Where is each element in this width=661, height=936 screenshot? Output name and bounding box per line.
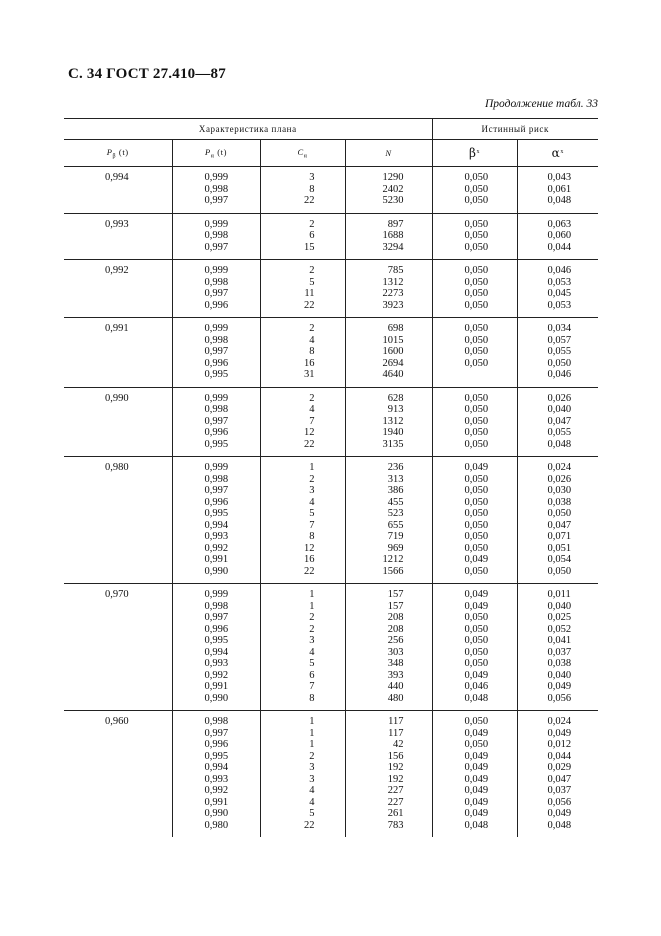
cell-beta-risk: 0,050 0,050 0,050: [432, 213, 517, 260]
cell-p-beta: 0,992: [64, 260, 172, 318]
cell-alpha-risk: 0,043 0,061 0,048: [517, 167, 598, 214]
cell-beta-risk: 0,050 0,050 0,050 0,050: [432, 318, 517, 388]
cell-alpha-risk: 0,011 0,040 0,025 0,052 0,041 0,037 0,038 0,040 0,049 0,056: [517, 584, 598, 711]
cell-p-beta: 0,980: [64, 457, 172, 584]
cell-p-alpha: 0,999 0,998 0,997: [172, 167, 260, 214]
cell-c-alpha: 3 8 22: [260, 167, 345, 214]
table-group-0993: [64, 213, 598, 260]
col-header-p-alpha: $P_\alpha$ (t): [172, 140, 260, 167]
cell-p-beta: 0,970: [64, 584, 172, 711]
cell-beta-risk: 0,050 0,050 0,050: [432, 167, 517, 214]
cell-n: 236 313 386 455 523 655 719 969 1212 1566: [345, 457, 432, 584]
cell-alpha-risk: 0,034 0,057 0,055 0,050 0,046: [517, 318, 598, 388]
cell-p-alpha: 0,999 0,998 0,997 0,996 0,995: [172, 318, 260, 388]
cell-n: 628 913 1312 1940 3135: [345, 387, 432, 457]
cell-c-alpha: 1 1 2 2 3 4 5 6 7 8: [260, 584, 345, 711]
col-header-c-alpha: $C_\alpha$: [260, 140, 345, 167]
cell-alpha-risk: 0,046 0,053 0,045 0,053: [517, 260, 598, 318]
cell-alpha-risk: 0,063 0,060 0,044: [517, 213, 598, 260]
col-header-alpha-risk: $\alpha^x$: [517, 140, 598, 167]
table-group-0994: [64, 167, 598, 214]
table-group-0980: [64, 457, 598, 584]
page-title: С. 34 ГОСТ 27.410—87: [68, 66, 226, 82]
table-continuation-label: Продолжение табл. 33: [485, 98, 598, 110]
table-group-0991: [64, 318, 598, 388]
cell-p-beta: 0,991: [64, 318, 172, 388]
cell-c-alpha: 1 2 3 4 5 7 8 12 16 22: [260, 457, 345, 584]
table-group-0960: [64, 711, 598, 838]
cell-c-alpha: 2 4 8 16 31: [260, 318, 345, 388]
cell-p-beta: 0,960: [64, 711, 172, 838]
cell-p-alpha: 0,999 0,998 0,997: [172, 213, 260, 260]
cell-c-alpha: 1 1 1 2 3 3 4 4 5 22: [260, 711, 345, 838]
cell-n: 785 1312 2273 3923: [345, 260, 432, 318]
cell-p-alpha: 0,999 0,998 0,997 0,996: [172, 260, 260, 318]
cell-p-alpha: 0,999 0,998 0,997 0,996 0,995: [172, 387, 260, 457]
cell-c-alpha: 2 4 7 12 22: [260, 387, 345, 457]
table-group-0990: [64, 387, 598, 457]
cell-c-alpha: 2 5 11 22: [260, 260, 345, 318]
cell-n: 897 1688 3294: [345, 213, 432, 260]
col-header-p-beta: $P_\beta$ (t): [64, 140, 172, 167]
cell-beta-risk: 0,050 0,050 0,050 0,050 0,050: [432, 387, 517, 457]
cell-n: 157 157 208 208 256 303 348 393 440 480: [345, 584, 432, 711]
cell-p-alpha: 0,999 0,998 0,997 0,996 0,995 0,994 0,993 0,992 0,991 0,990: [172, 584, 260, 711]
table-group-0970: [64, 584, 598, 711]
header-true-risk: Истинный риск: [432, 119, 598, 140]
cell-p-alpha: 0,998 0,997 0,996 0,995 0,994 0,993 0,992 0,991 0,990 0,980: [172, 711, 260, 838]
cell-p-beta: 0,994: [64, 167, 172, 214]
table-group-0992: [64, 260, 598, 318]
cell-beta-risk: 0,049 0,049 0,050 0,050 0,050 0,050 0,050 0,049 0,046 0,048: [432, 584, 517, 711]
cell-beta-risk: 0,049 0,050 0,050 0,050 0,050 0,050 0,050 0,050 0,049 0,050: [432, 457, 517, 584]
cell-alpha-risk: 0,024 0,049 0,012 0,044 0,029 0,047 0,037 0,056 0,049 0,048: [547, 716, 572, 831]
col-header-beta-risk: $\beta^x$: [432, 140, 517, 167]
cell-n: 117 117 42 156 192 192 227 227 261 783: [345, 711, 432, 838]
cell-p-beta: 0,990: [64, 387, 172, 457]
cell-n: 1290 2402 5230: [345, 167, 432, 214]
header-plan-characteristics: Характеристика плана: [64, 119, 432, 140]
cell-alpha-risk: 0,026 0,040 0,047 0,055 0,048: [517, 387, 598, 457]
cell-beta-risk: 0,050 0,049 0,050 0,049 0,049 0,049 0,049 0,049 0,049 0,048: [432, 711, 517, 838]
cell-p-alpha: 0,999 0,998 0,997 0,996 0,995 0,994 0,993 0,992 0,991 0,990: [172, 457, 260, 584]
cell-n: 698 1015 1600 2694 4640: [345, 318, 432, 388]
cell-c-alpha: 2 6 15: [260, 213, 345, 260]
data-table: [64, 118, 598, 837]
cell-alpha-risk: 0,024 0,026 0,030 0,038 0,050 0,047 0,071 0,051 0,054 0,050: [517, 457, 598, 584]
cell-beta-risk: 0,050 0,050 0,050 0,050: [432, 260, 517, 318]
col-header-n: N: [345, 140, 432, 167]
cell-p-beta: 0,993: [64, 213, 172, 260]
